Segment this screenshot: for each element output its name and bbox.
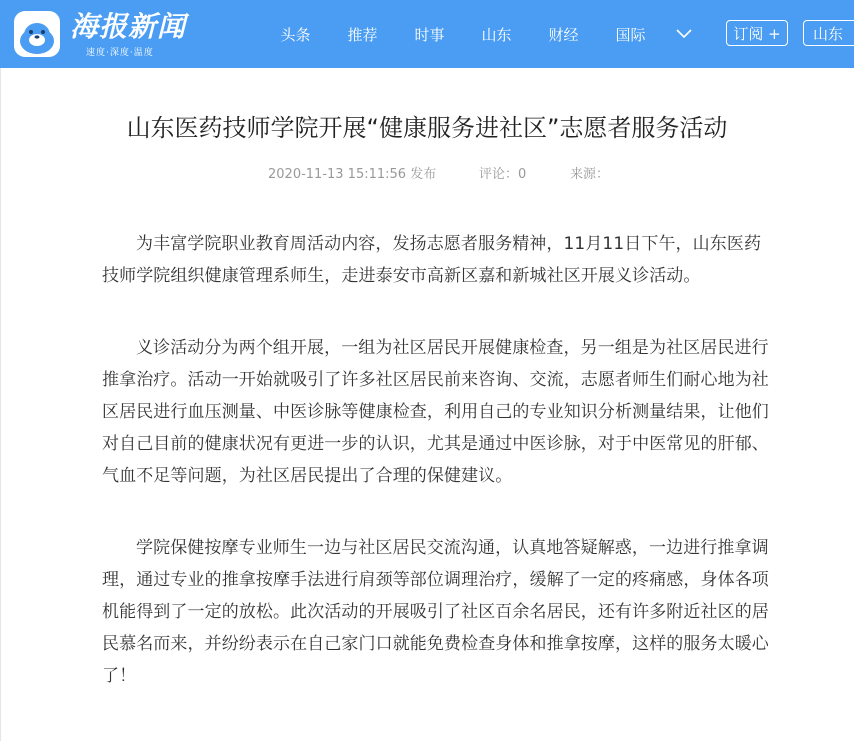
- article-paragraph-2: 义诊活动分为两个组开展，一组为社区居民开展健康检查，另一组是为社区居民进行推拿治疗。活动一开始就吸引了许多社区居民前来咨询、交流，志愿者师生们耐心地为社区居民进行血压测量、中医诊脉等健康检查，利用自己的专业知识分析测量结果，让他们对自己目前的健康状况有更进一步的认识，尤其是通过中医诊脉，对于中医常见的肝郁、气血不足等问题，为社区居民提出了合理的保健建议。: [102, 338, 769, 486]
- article-source: 来源：: [570, 167, 610, 182]
- logo-text: [70, 11, 188, 57]
- article-paragraph-3: 学院保健按摩专业师生一边与社区居民交流沟通，认真地答疑解惑，一边进行推拿调理，通过专业的推拿按摩手法进行肩颈等部位调理治疗，缓解了一定的疼痛感，身体各项机能得到了一定的放松。此次活动的开展吸引了社区百余名居民，还有许多附近社区的居民慕名而来，并纷纷表示在自己家门口就能免费检查身体和推拿按摩，这样的服务太暖心了！: [102, 538, 769, 686]
- seal-logo-icon: [14, 11, 60, 57]
- nav-item-current-affairs[interactable]: 时事: [414, 25, 445, 44]
- more-channels-button[interactable]: [664, 29, 704, 39]
- site-logo[interactable]: [14, 8, 188, 60]
- nav-item-headlines[interactable]: 头条: [280, 25, 311, 44]
- nav-item-shandong[interactable]: 山东: [481, 25, 512, 44]
- subscribe-button[interactable]: 订阅 +: [726, 20, 788, 46]
- chevron-down-icon: [676, 29, 692, 39]
- article-paragraph-1: 为丰富学院职业教育周活动内容，发扬志愿者服务精神，11月11日下午，山东医药技师学院组织健康管理系师生，走进泰安市高新区嘉和新城社区开展义诊活动。: [102, 234, 762, 286]
- nav-item-finance[interactable]: 财经: [548, 25, 579, 44]
- top-navigation-bar: [0, 0, 854, 68]
- logo-slogan: 速度·深度·温度: [86, 48, 154, 58]
- channel-nav: [262, 0, 704, 68]
- region-selector[interactable]: 山东: [803, 20, 854, 46]
- region-selector-clip: [803, 20, 854, 46]
- article-container: [0, 68, 854, 741]
- article-body: [102, 228, 772, 732]
- article-title: 山东医药技师学院开展“健康服务进社区”志愿者服务活动: [126, 114, 728, 142]
- nav-item-international[interactable]: 国际: [615, 25, 646, 44]
- logo-title: 海报新闻: [70, 10, 187, 43]
- comment-count[interactable]: 评论：0: [479, 167, 527, 182]
- nav-item-recommended[interactable]: 推荐: [347, 25, 378, 44]
- publish-time: 2020-11-13 15:11:56 发布: [268, 167, 437, 182]
